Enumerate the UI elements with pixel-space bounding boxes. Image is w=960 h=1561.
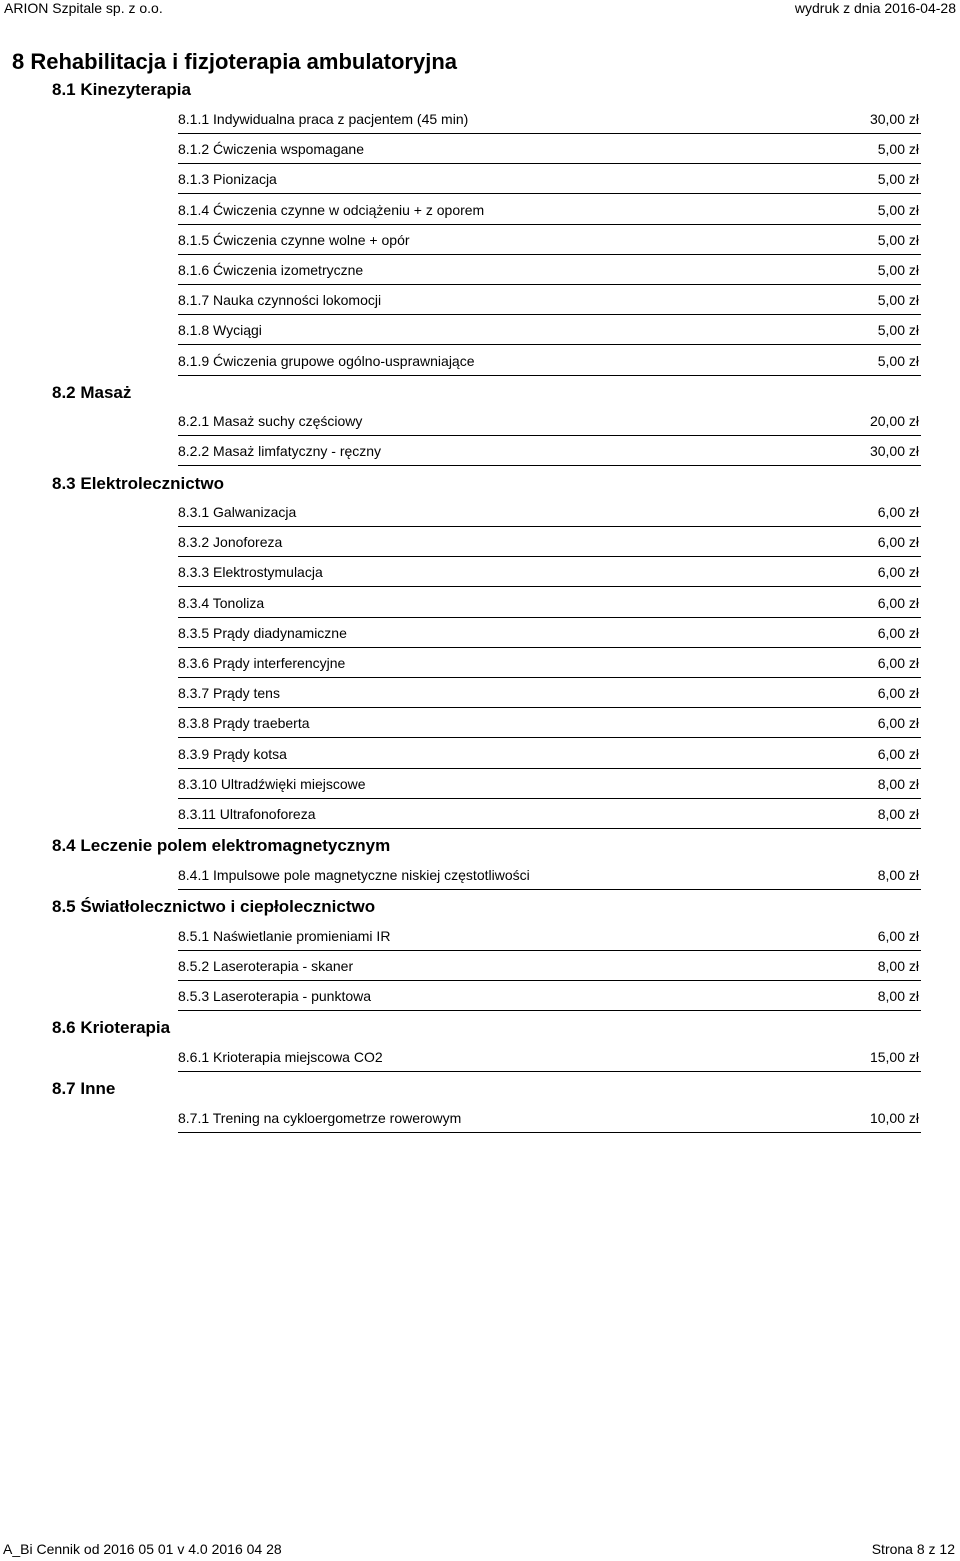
service-price: 5,00 zł — [877, 171, 919, 188]
page-number: Strona 8 z 12 — [871, 1541, 955, 1557]
price-row — [178, 322, 921, 345]
service-name: 8.3.3 Elektrostymulacja — [178, 564, 323, 581]
group-title: 8.3 Elektrolecznictwo — [52, 474, 224, 493]
price-row — [178, 232, 921, 255]
service-name: 8.5.1 Naświetlanie promieniami IR — [178, 928, 391, 944]
group-title: 8.6 Krioterapia — [52, 1018, 171, 1037]
service-price: 6,00 zł — [877, 624, 919, 641]
price-row — [178, 171, 921, 194]
document-name: A_Bi Cennik od 2016 05 01 v 4.0 2016 04 28 — [3, 1541, 282, 1557]
company-name: ARION Szpitale sp. z o.o. — [4, 0, 163, 16]
price-row — [178, 958, 921, 981]
group-title: 8.4 Leczenie polem elektromagnetycznym — [52, 836, 391, 855]
page-header — [0, 0, 960, 24]
service-price: 5,00 zł — [877, 322, 919, 339]
service-price: 6,00 zł — [877, 564, 919, 581]
service-name: 8.5.3 Laseroterapia - punktowa — [178, 988, 372, 1005]
service-price: 6,00 zł — [877, 745, 919, 762]
service-name: 8.4.1 Impulsowe pole magnetyczne niskiej częstotliwości — [178, 867, 530, 883]
section-title: 8 Rehabilitacja i fizjoterapia ambulatoryjna — [12, 49, 458, 74]
service-name: 8.1.7 Nauka czynności lokomocji — [178, 292, 382, 309]
service-name: 8.1.6 Ćwiczenia izometryczne — [178, 262, 364, 278]
price-row — [178, 625, 921, 648]
service-name: 8.1.8 Wyciągi — [178, 322, 262, 339]
group-title: 8.7 Inne — [52, 1079, 116, 1098]
price-row — [178, 202, 921, 225]
service-name: 8.3.5 Prądy diadynamiczne — [178, 624, 347, 641]
price-row — [178, 746, 921, 769]
service-name: 8.1.1 Indywidualna praca z pacjentem (45 min) — [178, 111, 469, 127]
service-name: 8.1.9 Ćwiczenia grupowe ogólno-usprawniające — [178, 352, 475, 369]
service-name: 8.2.2 Masaż limfatyczny - ręczny — [178, 443, 382, 460]
service-name: 8.3.1 Galwanizacja — [178, 504, 297, 520]
service-name: 8.7.1 Trening na cykloergometrze rowerowym — [178, 1110, 462, 1126]
price-row — [178, 595, 921, 618]
group-title: 8.5 Światłolecznictwo i ciepłolecznictwo — [52, 897, 376, 916]
service-name: 8.1.3 Pionizacja — [178, 171, 277, 188]
price-row — [178, 292, 921, 315]
service-price: 8,00 zł — [877, 775, 919, 792]
service-price: 8,00 zł — [877, 988, 919, 1005]
price-row — [178, 1049, 921, 1072]
service-price: 15,00 zł — [869, 1049, 919, 1065]
service-price: 30,00 zł — [869, 443, 919, 460]
service-name: 8.3.9 Prądy kotsa — [178, 745, 287, 762]
group-title: 8.2 Masaż — [52, 383, 132, 402]
service-name: 8.3.11 Ultrafonoforeza — [178, 806, 316, 822]
price-row — [178, 111, 921, 134]
service-price: 6,00 zł — [877, 594, 919, 611]
price-row — [178, 776, 921, 799]
price-row — [178, 141, 921, 164]
page-footer — [0, 1541, 960, 1561]
service-name: 8.3.10 Ultradźwięki miejscowe — [178, 775, 366, 792]
service-name: 8.3.8 Prądy traeberta — [178, 715, 310, 732]
service-price: 8,00 zł — [877, 867, 919, 883]
price-row — [178, 988, 921, 1011]
price-row — [178, 413, 921, 436]
service-name: 8.1.5 Ćwiczenia czynne wolne + opór — [178, 231, 410, 248]
service-price: 5,00 zł — [877, 292, 919, 309]
price-row — [178, 1110, 921, 1133]
service-price: 5,00 zł — [877, 141, 919, 158]
service-name: 8.1.2 Ćwiczenia wspomagane — [178, 141, 364, 158]
service-name: 8.2.1 Masaż suchy częściowy — [178, 413, 363, 429]
service-price: 6,00 zł — [877, 928, 919, 944]
price-row — [178, 262, 921, 285]
service-price: 10,00 zł — [869, 1110, 919, 1126]
service-price: 30,00 zł — [869, 111, 919, 127]
service-price: 6,00 zł — [877, 655, 919, 671]
price-row — [178, 867, 921, 890]
price-row — [178, 655, 921, 678]
service-name: 8.3.2 Jonoforeza — [178, 534, 283, 551]
price-row — [178, 443, 921, 466]
service-price: 5,00 zł — [877, 262, 919, 278]
price-row — [178, 806, 921, 829]
service-price: 6,00 zł — [877, 685, 919, 702]
service-price: 6,00 zł — [877, 504, 919, 520]
price-row — [178, 504, 921, 527]
price-row — [178, 564, 921, 587]
group-title: 8.1 Kinezyterapia — [52, 80, 191, 99]
price-row — [178, 353, 921, 376]
service-price: 6,00 zł — [877, 715, 919, 732]
service-price: 6,00 zł — [877, 534, 919, 551]
service-name: 8.3.6 Prądy interferencyjne — [178, 655, 346, 671]
service-price: 8,00 zł — [877, 806, 919, 822]
print-date: wydruk z dnia 2016-04-28 — [794, 0, 956, 16]
service-name: 8.1.4 Ćwiczenia czynne w odciążeniu + z oporem — [178, 201, 485, 218]
price-row — [178, 534, 921, 557]
service-price: 8,00 zł — [877, 958, 919, 975]
service-name: 8.3.7 Prądy tens — [178, 685, 280, 702]
service-name: 8.6.1 Krioterapia miejscowa CO2 — [178, 1049, 383, 1065]
service-price: 5,00 zł — [877, 352, 919, 369]
service-price: 5,00 zł — [877, 231, 919, 248]
service-price: 5,00 zł — [877, 201, 919, 218]
price-row — [178, 928, 921, 951]
price-row — [178, 685, 921, 708]
price-row — [178, 715, 921, 738]
service-name: 8.3.4 Tonoliza — [178, 594, 265, 611]
service-name: 8.5.2 Laseroterapia - skaner — [178, 958, 354, 975]
service-price: 20,00 zł — [869, 413, 919, 429]
